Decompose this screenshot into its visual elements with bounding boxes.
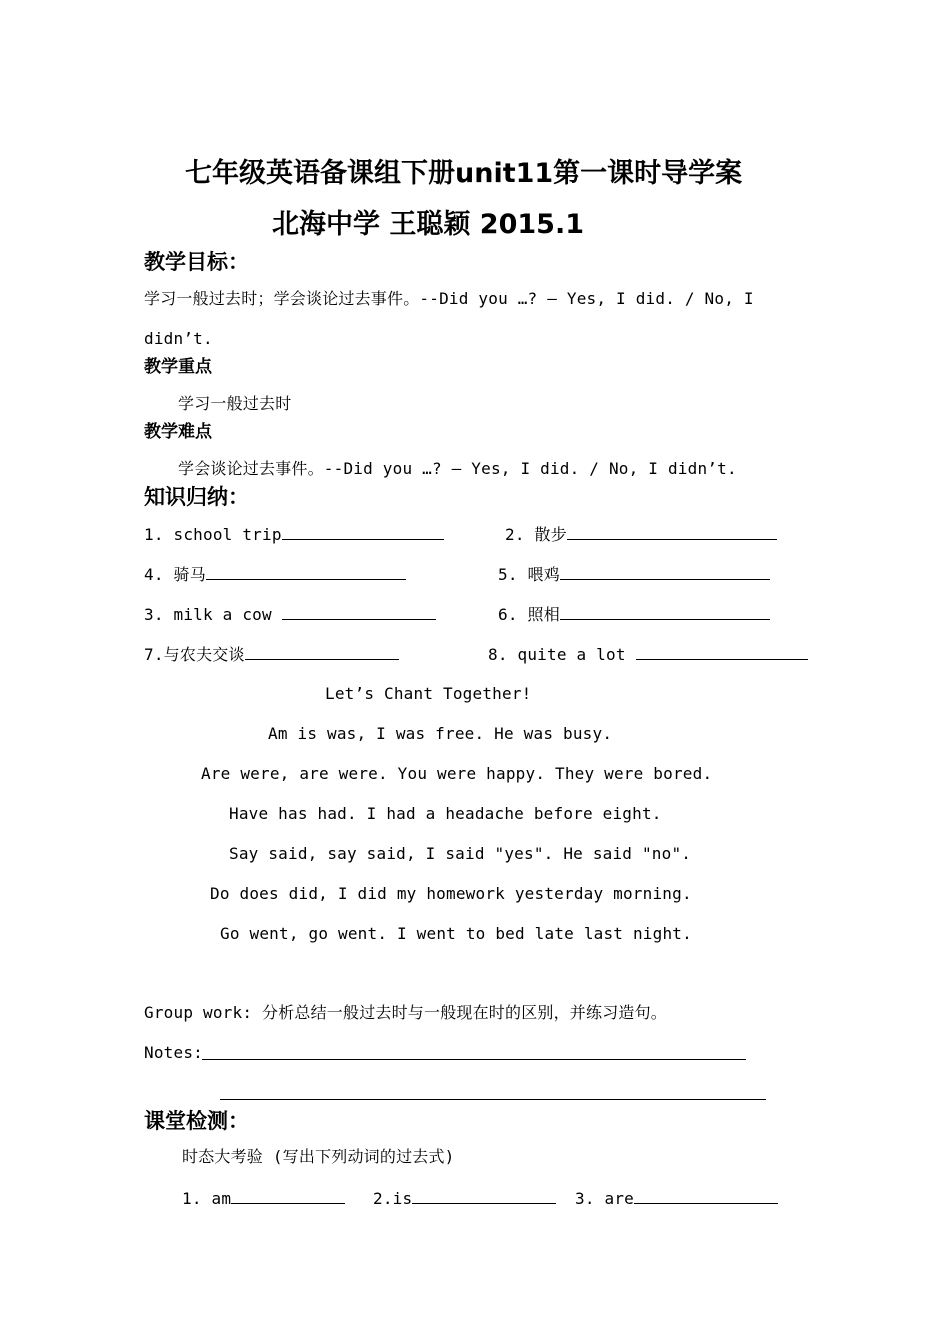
knowledge-item: 2. 散步 bbox=[505, 523, 777, 546]
objectives-heading: 教学目标： bbox=[144, 250, 249, 274]
knowledge-item: 3. milk a cow bbox=[144, 603, 436, 626]
objectives-text-line2: didn’t. bbox=[144, 329, 213, 348]
chant-line: Go went, go went. I went to bed late last night. bbox=[220, 924, 692, 943]
chant-line: Have has had. I had a headache before eight. bbox=[229, 804, 662, 823]
classroom-check-heading: 课堂检测： bbox=[144, 1109, 249, 1133]
notes-line bbox=[202, 1059, 746, 1060]
check-item: 1. am bbox=[182, 1187, 345, 1210]
notes-label: Notes: bbox=[144, 1043, 203, 1062]
chant-line: Are were, are were. You were happy. They were bored. bbox=[201, 764, 713, 783]
page-subtitle: 北海中学 王聪颖 2015.1 bbox=[272, 209, 584, 240]
objectives-text-line1: 学习一般过去时；学会谈论过去事件。--Did you …? – Yes, I did. / No, I bbox=[144, 289, 754, 308]
key-points-text: 学习一般过去时 bbox=[178, 394, 292, 413]
difficulties-text: 学会谈论过去事件。--Did you …? – Yes, I did. / No, I didn’t. bbox=[178, 459, 737, 478]
page-title: 七年级英语备课组下册unit11第一课时导学案 bbox=[185, 158, 743, 189]
check-item: 3. are bbox=[575, 1187, 778, 1210]
difficulties-heading: 教学难点 bbox=[144, 422, 212, 442]
knowledge-item: 5. 喂鸡 bbox=[498, 563, 770, 586]
chant-line: Say said, say said, I said "yes". He said "no". bbox=[229, 844, 692, 863]
knowledge-heading: 知识归纳： bbox=[144, 485, 249, 509]
chant-line: Am is was, I was free. He was busy. bbox=[268, 724, 613, 743]
knowledge-item: 1. school trip bbox=[144, 523, 444, 546]
classroom-check-instruction: 时态大考验 (写出下列动词的过去式) bbox=[182, 1147, 455, 1166]
group-work-text: Group work: 分析总结一般过去时与一般现在时的区别，并练习造句。 bbox=[144, 1003, 667, 1022]
knowledge-item: 8. quite a lot bbox=[488, 643, 808, 666]
key-points-heading: 教学重点 bbox=[144, 357, 212, 377]
notes-line bbox=[220, 1099, 766, 1100]
check-item: 2.is bbox=[373, 1187, 556, 1210]
knowledge-item: 6. 照相 bbox=[498, 603, 770, 626]
chant-title: Let’s Chant Together! bbox=[325, 684, 532, 703]
knowledge-item: 4. 骑马 bbox=[144, 563, 406, 586]
chant-line: Do does did, I did my homework yesterday morning. bbox=[210, 884, 692, 903]
knowledge-item: 7.与农夫交谈 bbox=[144, 643, 399, 666]
